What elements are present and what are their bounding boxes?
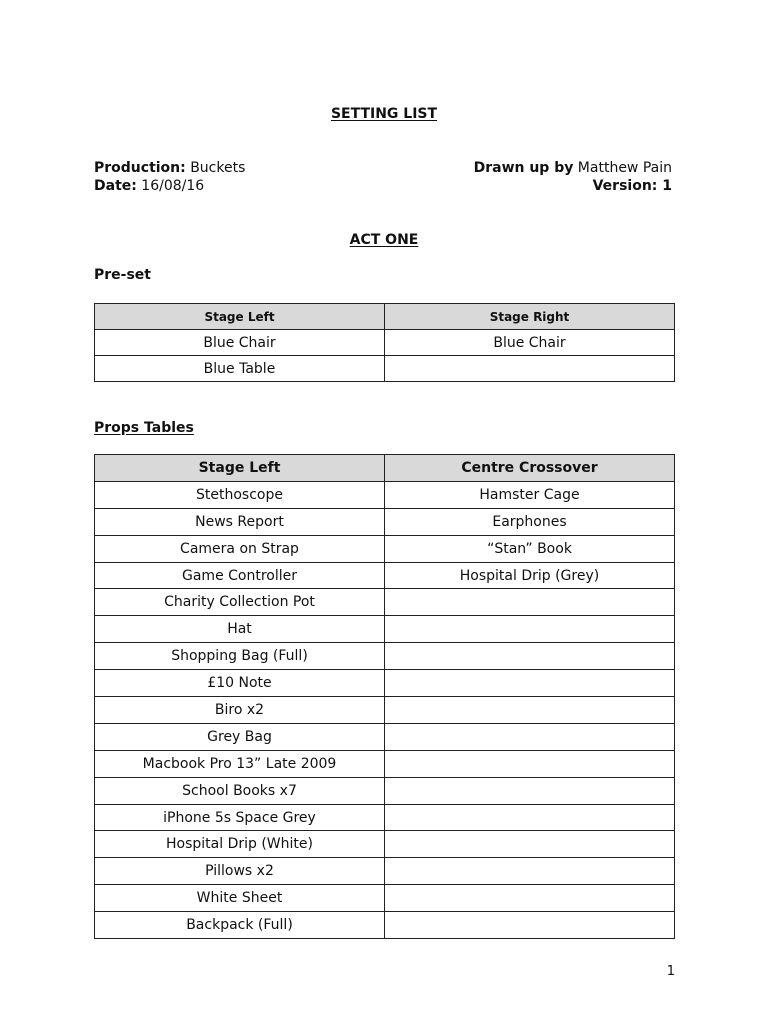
table-cell [385, 885, 675, 912]
table-cell: Stethoscope [95, 481, 385, 508]
table-row [95, 750, 675, 777]
table-row [95, 616, 675, 643]
table-cell: Charity Collection Pot [95, 589, 385, 616]
table-cell: Game Controller [95, 562, 385, 589]
table-row [95, 697, 675, 724]
table-cell: Backpack (Full) [95, 912, 385, 939]
table-cell: Shopping Bag (Full) [95, 643, 385, 670]
table-cell: Hamster Cage [385, 481, 675, 508]
act-title: ACT ONE [349, 232, 419, 248]
table-cell [385, 589, 675, 616]
props-heading: Props Tables [94, 420, 194, 436]
date-line [94, 178, 204, 194]
table-cell: Pillows x2 [95, 858, 385, 885]
table-row [95, 831, 675, 858]
table-cell: Blue Table [95, 356, 385, 382]
table-row [95, 777, 675, 804]
table-row [95, 356, 675, 382]
table-cell [385, 831, 675, 858]
table-cell: White Sheet [95, 885, 385, 912]
table-cell: School Books x7 [95, 777, 385, 804]
table-cell [385, 777, 675, 804]
table-row [95, 508, 675, 535]
table-cell [385, 750, 675, 777]
table-cell: Grey Bag [95, 723, 385, 750]
production-line [94, 160, 245, 176]
document-title: SETTING LIST [330, 106, 438, 122]
table-row [95, 858, 675, 885]
table-row [95, 643, 675, 670]
version-label: Version: 1 [592, 178, 672, 194]
table-cell: £10 Note [95, 670, 385, 697]
table-cell [385, 723, 675, 750]
table-cell: Blue Chair [385, 330, 675, 356]
table-cell [385, 356, 675, 382]
table-cell [385, 643, 675, 670]
table-cell: Hat [95, 616, 385, 643]
table-cell: Macbook Pro 13” Late 2009 [95, 750, 385, 777]
preset-col-stage-right: Stage Right [385, 304, 675, 330]
version-line [593, 178, 672, 194]
table-cell [385, 670, 675, 697]
table-cell: Blue Chair [95, 330, 385, 356]
table-cell [385, 858, 675, 885]
table-cell: News Report [95, 508, 385, 535]
table-cell: Hospital Drip (White) [95, 831, 385, 858]
production-value: Buckets [185, 160, 246, 176]
props-col-centre-crossover: Centre Crossover [385, 455, 675, 482]
table-row [95, 885, 675, 912]
props-header-row [95, 455, 675, 482]
table-cell: “Stan” Book [385, 535, 675, 562]
production-label: Production: [94, 160, 186, 176]
table-cell [385, 697, 675, 724]
table-cell [385, 912, 675, 939]
preset-col-stage-left: Stage Left [95, 304, 385, 330]
table-row [95, 589, 675, 616]
table-cell: Biro x2 [95, 697, 385, 724]
preset-header-row [95, 304, 675, 330]
table-cell: Camera on Strap [95, 535, 385, 562]
table-row [95, 562, 675, 589]
table-cell: Earphones [385, 508, 675, 535]
preset-heading: Pre-set [94, 267, 151, 283]
table-cell: iPhone 5s Space Grey [95, 804, 385, 831]
table-row [95, 723, 675, 750]
table-row [95, 804, 675, 831]
table-cell [385, 804, 675, 831]
preset-table [94, 303, 675, 382]
date-label: Date: [94, 178, 137, 194]
table-cell: Hospital Drip (Grey) [385, 562, 675, 589]
page-number: 1 [666, 964, 675, 979]
drawn-up-line [474, 160, 672, 176]
table-cell [385, 616, 675, 643]
date-value: 16/08/16 [136, 178, 205, 194]
table-row [95, 330, 675, 356]
table-row [95, 670, 675, 697]
props-col-stage-left: Stage Left [95, 455, 385, 482]
table-row [95, 912, 675, 939]
props-table [94, 454, 675, 939]
table-row [95, 481, 675, 508]
drawn-up-label: Drawn up by [473, 160, 574, 176]
drawn-up-value: Matthew Pain [573, 160, 672, 176]
table-row [95, 535, 675, 562]
